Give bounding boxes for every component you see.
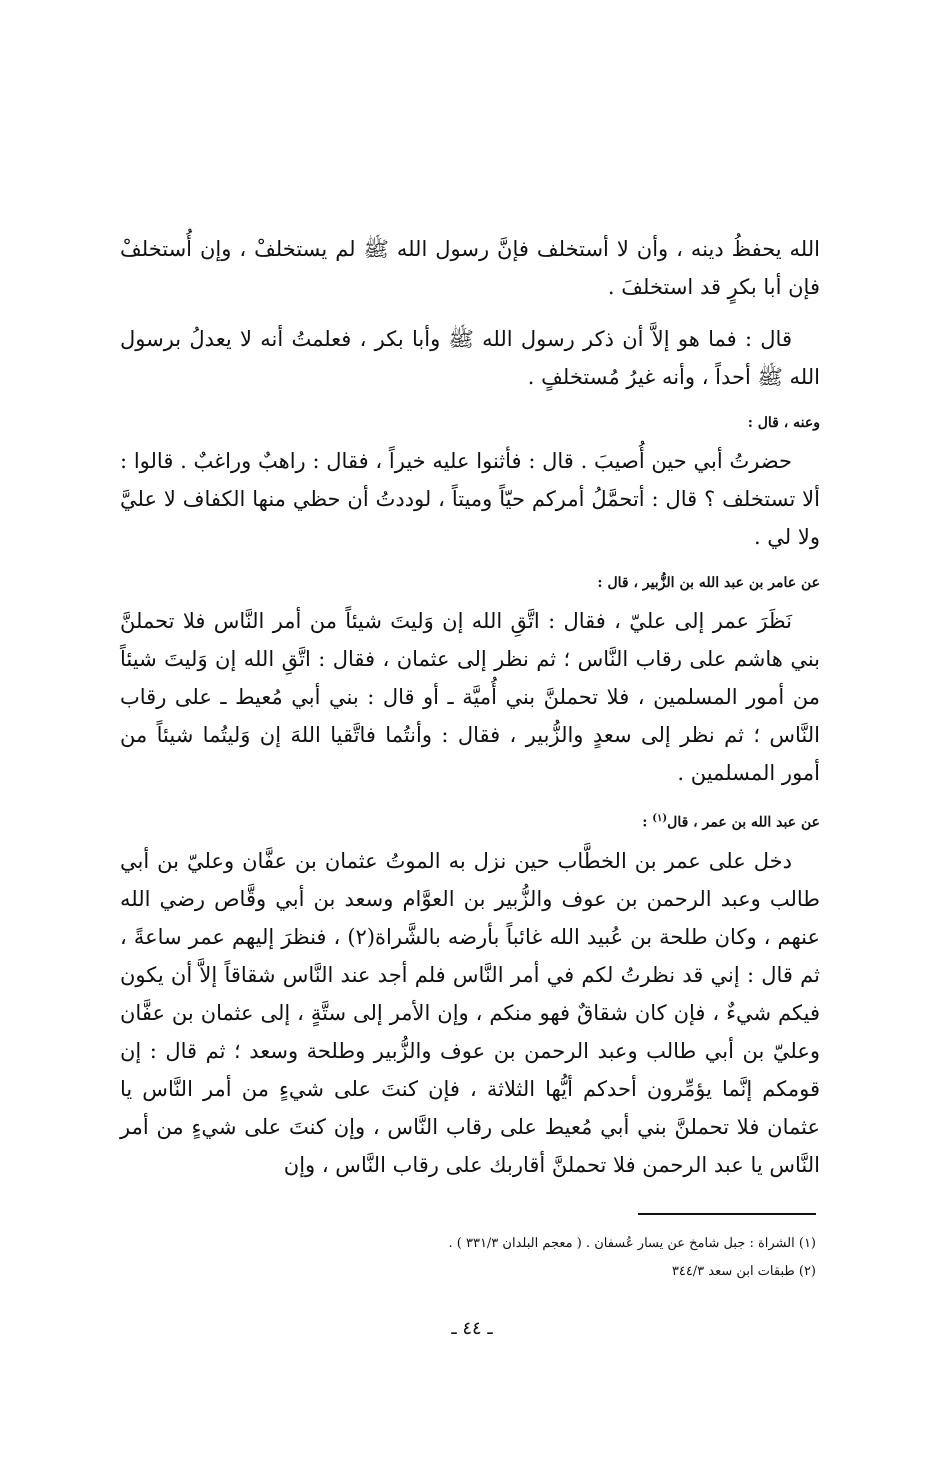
page-body [120, 230, 820, 1198]
footnotes [256, 1230, 816, 1286]
paragraph: حضرتُ أبي حين أُصيبَ . قال : فأثنوا عليه خيراً ، فقال : راهبٌ وراغبٌ . قالوا : ألا تستخلف ؟ قال : أتحمَّلُ أمركم حيّاً وميتاً ، لوددتُ أن حظي منها الكفاف لا عليَّ ولا لي . [120, 449, 820, 549]
footnote: (١) الشراة : جبل شامخ عن يسار عُسفان . ( معجم البلدان ٣٣١/٣ ) . [448, 1236, 816, 1251]
section-heading: عن عامر بن عبد الله بن الزُّبير ، قال : [597, 575, 820, 591]
section-heading: وعنه ، قال : [747, 415, 820, 431]
footnote-marker: (١) [652, 813, 668, 824]
paragraph-continuation: الله يحفظُ دينه ، وأن لا أستخلف فإنَّ رسول الله ﷺ لم يستخلفْ ، وإن أُستخلفْ فإن أبا بكرٍ قد استخلفَ . [120, 237, 820, 299]
section-heading [120, 806, 820, 836]
page-number: ـ ٤٤ ـ [451, 1318, 493, 1339]
paragraph: قال : فما هو إلاَّ أن ذكر رسول الله ﷺ وأبا بكر ، فعلمتُ أنه لا يعدلُ برسول الله ﷺ أحداً ، وأنه غيرُ مُستخلفٍ . [120, 327, 820, 389]
footnote-divider [638, 1213, 816, 1215]
paragraph: نَظَرَ عمر إلى عليّ ، فقال : اتَّقِ الله إن وَليتَ شيئاً من أمر النَّاس فلا تحملنَّ بني هاشم على رقاب النَّاس ؛ ثم نظر إلى عثمان ، فقال : اتَّقِ الله إن وَليتَ شيئاً من أمور المسلمين ، فلا تحملنَّ بني أُميَّة ـ أو قال : بني أبي مُعيط ـ على رقاب النَّاس ؛ ثم نظر إلى سعدٍ والزُّبير ، فقال : وأنتُما فاتَّقيا اللهَ إن وَليتُما شيئاً من أمور المسلمين . [120, 609, 820, 785]
section-heading-text: عن عبد الله بن عمر ، قال [667, 814, 820, 831]
footnote: (٢) طبقات ابن سعد ٣٤٤/٣ [671, 1264, 816, 1279]
paragraph: دخل على عمر بن الخطَّاب حين نزل به الموتُ عثمان بن عفَّان وعليّ بن أبي طالب وعبد الرحمن بن عوف والزُّبير بن العوَّام وسعد بن أبي وقَّاص رضي الله عنهم ، وكان طلحة بن عُبيد الله غائباً بأرضه بالشَّراة(٢) ، فنظرَ إليهم عمر ساعةً ، ثم قال : إني قد نظرتُ لكم في أمر النَّاس فلم أجد عند النَّاس شقاقاً إلاَّ أن يكون فيكم شيءٌ ، فإن كان شقاقٌ فهو منكم ، وإن الأمر إلى ستَّةٍ ، إلى عثمان بن عفَّان وعليّ بن أبي طالب وعبد الرحمن بن عوف والزُّبير وطلحة وسعد ؛ ثم قال : إن قومكم إنَّما يؤمِّرون أحدكم أيُّها الثلاثة ، فإن كنتَ على شيءٍ من أمر النَّاس يا عثمان فلا تحملنَّ بني أبي مُعيط على رقاب النَّاس ، وإن كنتَ على شيءٍ من أمر النَّاس يا عبد الرحمن فلا تحملنَّ أقاربك على رقاب النَّاس ، وإن [120, 848, 820, 1177]
section-heading-tail: : [642, 814, 653, 831]
